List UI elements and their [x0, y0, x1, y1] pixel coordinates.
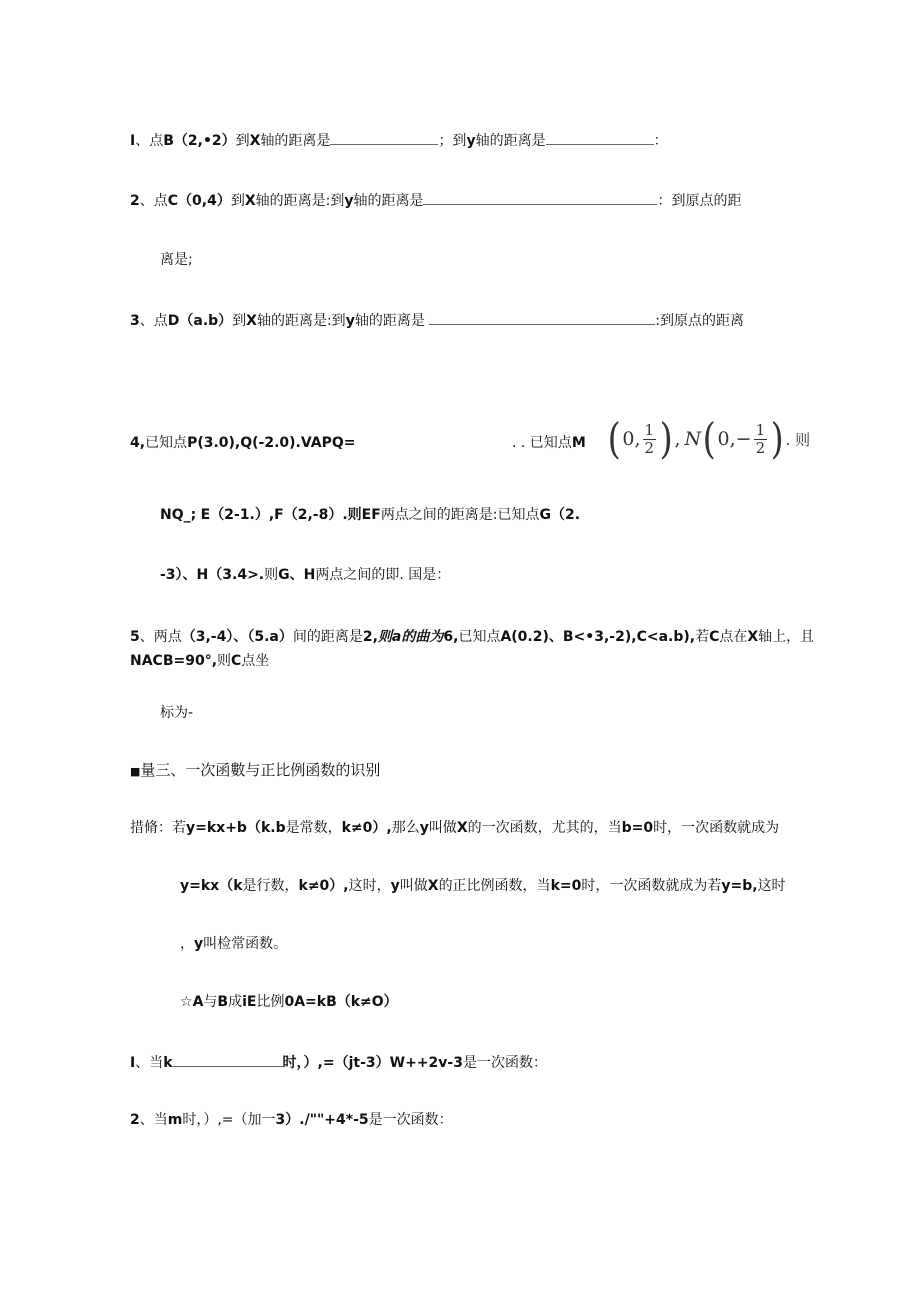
section-heading: ■量三、一次函數与正比例函数的识别 [130, 761, 381, 779]
star-icon: ☆ [180, 994, 193, 1010]
exercise-1: I、当k 时，）,=（jt-3）W++2v-3是一次函数： [130, 1052, 547, 1073]
definition-line-2: y=kx（k是行数，k≠0）,这时，y叫做X的正比例函数，当k=0时，一次函数就成为若y=b,这时 [180, 878, 786, 894]
question-5-line-2: NACB=90°,则C点坐 [130, 653, 270, 669]
fraction: $\frac{1}{2}$ [644, 420, 655, 457]
definition-line-1: 措脩：若y=kx+b（k.b是常数，k≠0）,那么y叫做X的一次函数，尤其的，当b=0时，一次函数就成为 [130, 820, 780, 836]
question-4-known-point: . . 已知点M [512, 435, 586, 451]
question-2-continued: 离是; [160, 252, 193, 268]
question-4-line-2: NQ_; E（2-1.）,F（2,-8）.则EF两点之间的距离是:已知点G（2. [160, 507, 581, 523]
question-4-line-3: -3）、H（3.4>.则G、H两点之间的即. 国是： [160, 567, 451, 583]
answer-blank[interactable] [330, 130, 438, 145]
question-5: 5、两点（3,-4）、（5.a）间的距离是2,则a的曲为6,已知点A(0.2)、B<•3,-2),C<a.b),若C点在X轴上，且 [130, 629, 815, 645]
question-2: 2、点C（0,4）到X轴的距离是:到y轴的距离是 ：到原点的距 [130, 190, 741, 211]
answer-blank[interactable] [429, 310, 655, 325]
square-bullet-icon: ■ [130, 765, 141, 778]
question-4: 4,已知点P(3.0),Q(-2.0).VAPQ= [130, 435, 356, 451]
answer-blank[interactable] [423, 190, 657, 205]
fraction: $\frac{1}{2}$ [755, 420, 766, 457]
definition-line-4: ☆A与B成iE比例0A=kB（k≠O） [180, 994, 398, 1010]
math-formula-image: ( 0, $\frac{1}{2}$ ) , N ( 0,− $\frac{1}{2}$ ) . 则 [607, 414, 811, 463]
question-1: I、点B（2,•2）到X轴的距离是 ；到y轴的距离是 ： [130, 130, 668, 151]
question-5-line-3: 标为- [160, 705, 194, 721]
question-3: 3、点D（a.b）到X轴的距离是:到y轴的距离是 :到原点的距离 [130, 310, 744, 331]
exercise-2: 2、当m时，）,=（加一3）./""+4*-5是一次函数： [130, 1112, 453, 1128]
definition-line-3: ，y叫检常函数。 [180, 936, 288, 952]
answer-blank[interactable] [173, 1052, 283, 1067]
answer-blank[interactable] [546, 130, 654, 145]
